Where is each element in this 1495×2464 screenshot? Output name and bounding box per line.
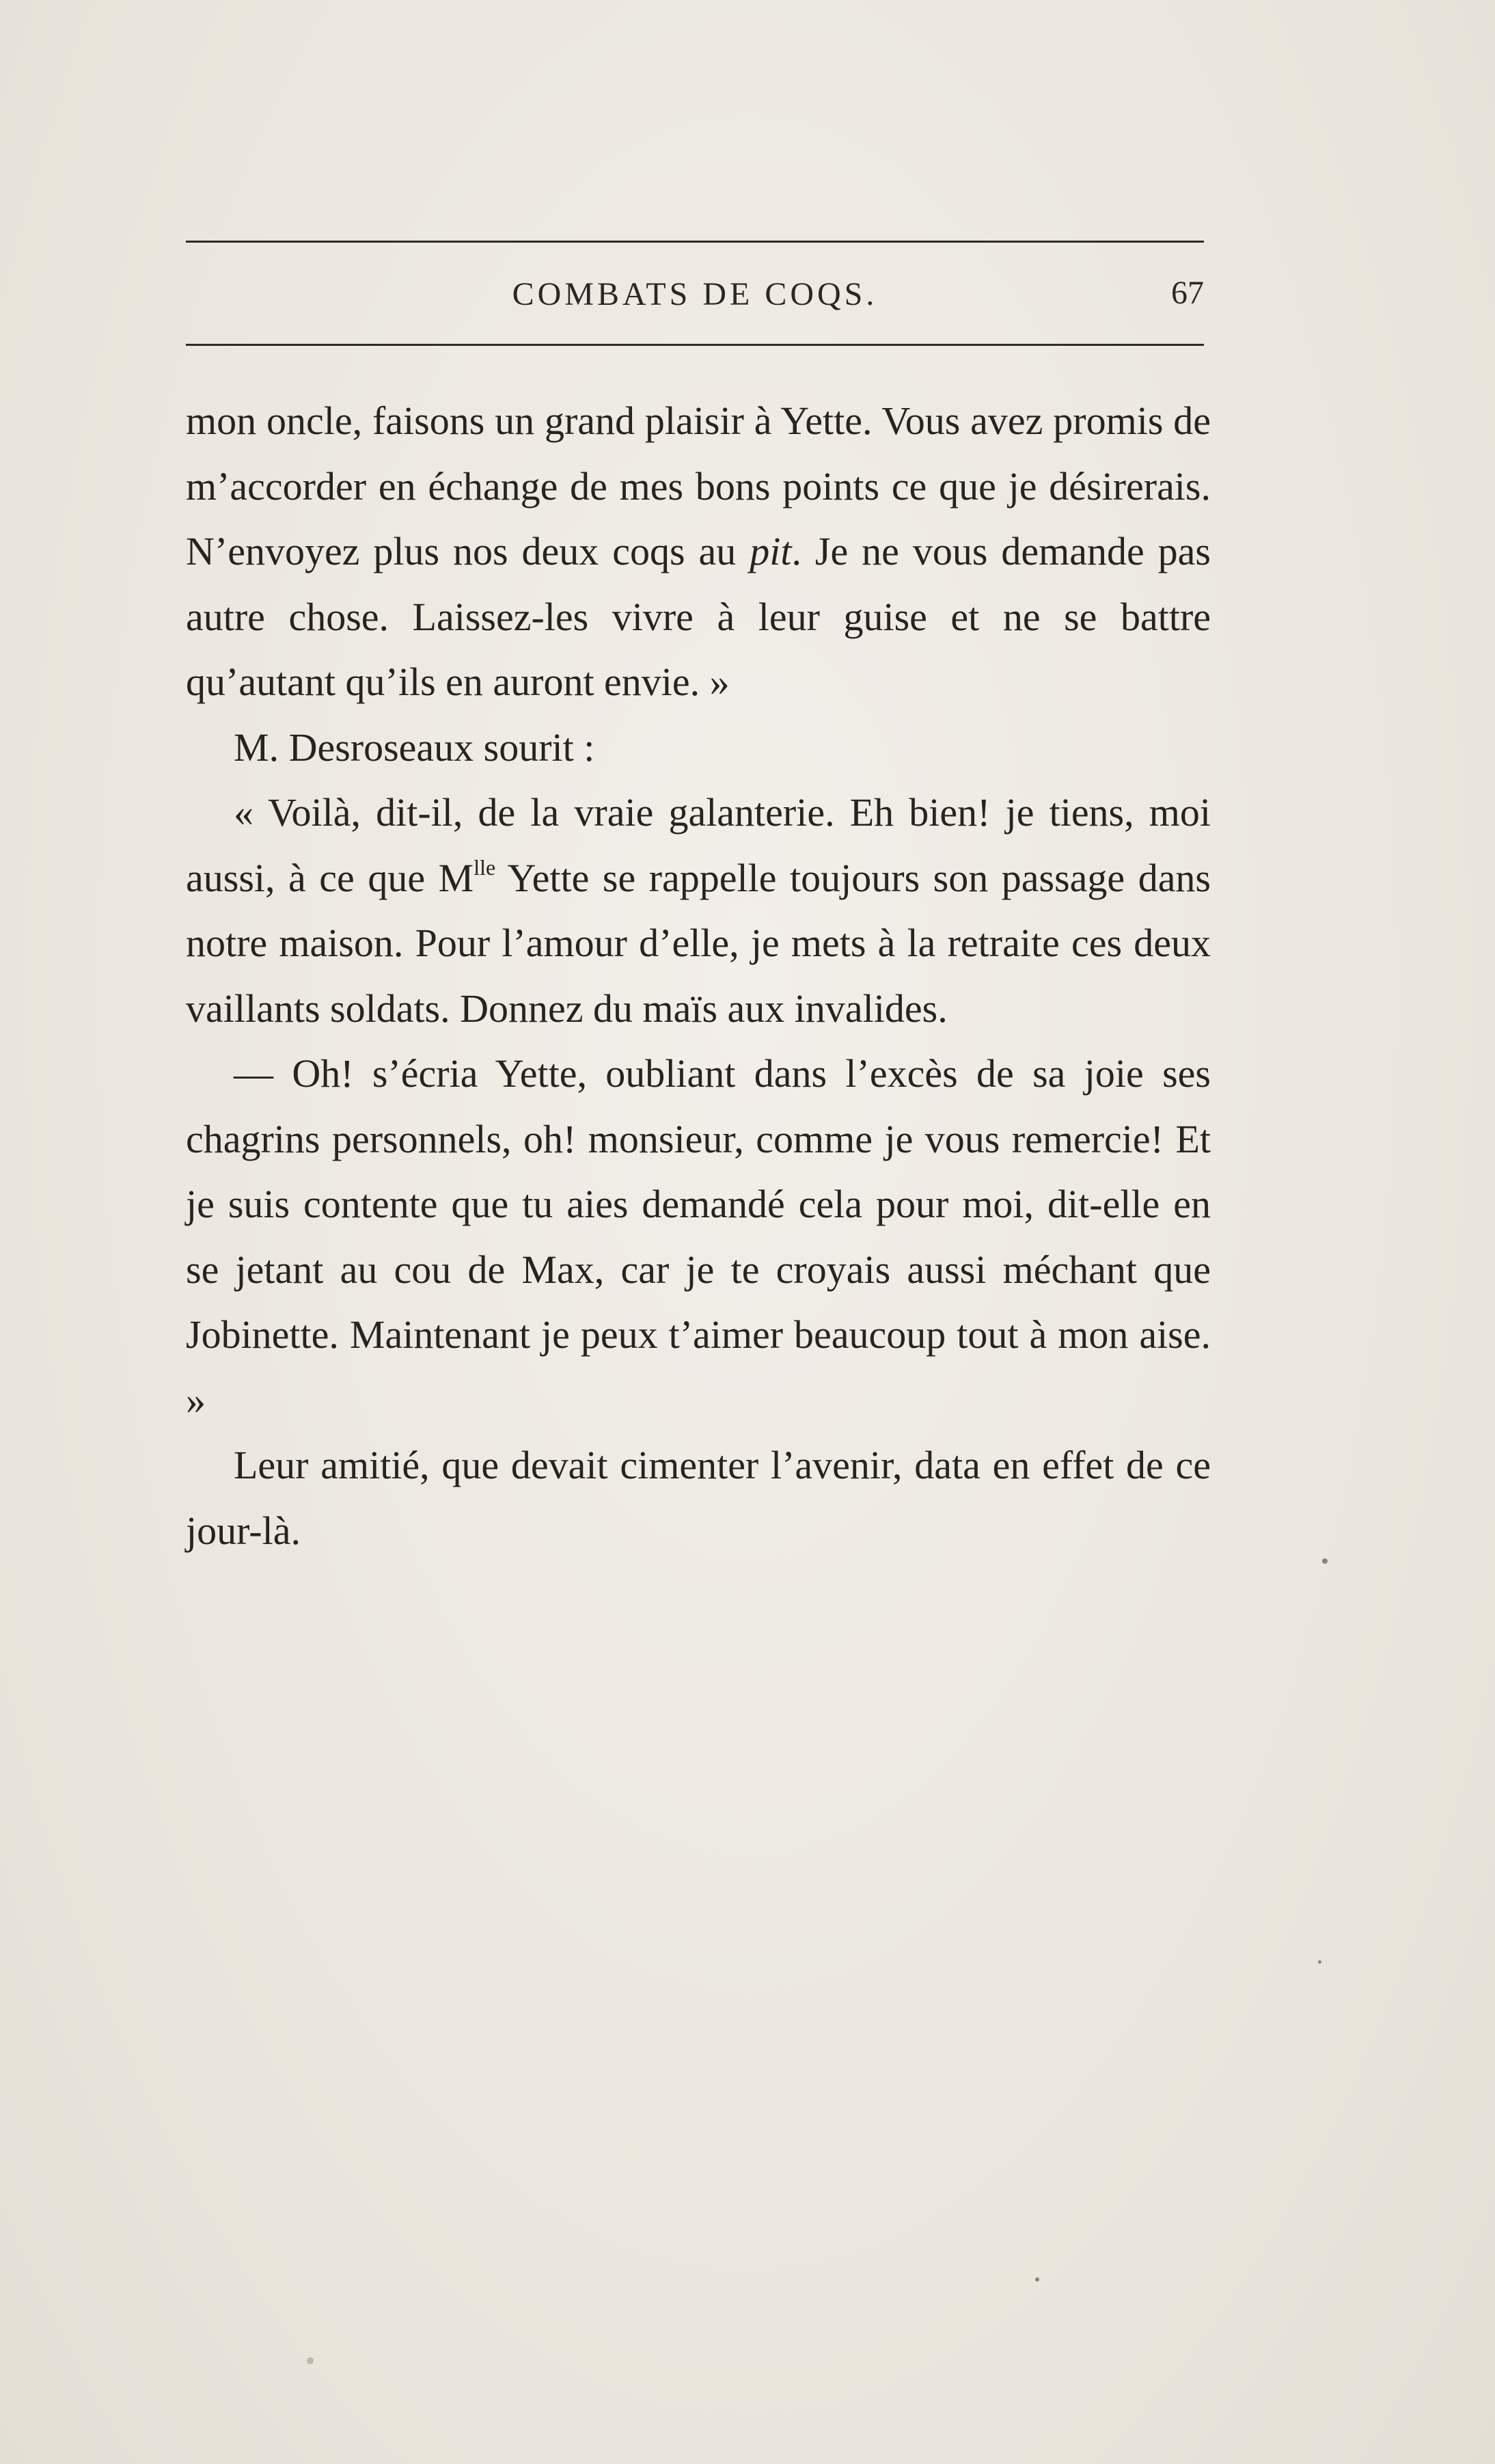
paragraph-4 [186,1041,1211,1433]
paragraph-5 [186,1433,1211,1563]
paragraph-2 [186,715,1211,781]
paragraph-3 [186,780,1211,1041]
running-head [186,270,1204,325]
italic-word: pit [750,529,792,573]
paragraph-1 [186,388,1211,715]
text-segment: « Voilà, dit-il, de la vraie galanterie. Eh bien! je tiens, moi aussi, à ce que M [186,790,1211,900]
header-top-rule [186,241,1204,243]
running-title: COMBATS DE COQS. [512,276,878,312]
paper-speck [1035,2277,1039,2282]
text-segment: Yette se rappelle toujours son passage dans notre maison. Pour l’amour d’elle, je mets à la retraite ces deux vaillants soldats. Donnez du maïs aux invalides. [186,855,1211,1031]
paper-speck [1318,1960,1321,1964]
text-segment: — Oh! s’écria Yette, oubliant dans l’excès de sa joie ses chagrins personnels, oh! monsieur, comme je vous remercie! Et je suis contente que tu aies demandé cela pour moi, dit-elle en se jetant au cou de Max, car je te croyais aussi méchant que Jobinette. Maintenant je peux t’aimer beaucoup tout à mon aise. » [186,1051,1211,1422]
superscript-abbrev: lle [474,854,496,880]
text-segment: mon oncle, faisons un grand plaisir à Yette. Vous avez promis de m’accorder en échange de mes bons points ce que je désirerais. N’envoyez plus nos deux coqs au [186,398,1211,573]
text-segment: M. Desroseaux sourit : [234,725,595,770]
paper-speck [1322,1558,1328,1564]
text-segment: Leur amitié, que devait cimenter l’avenir, data en effet de ce jour-là. [186,1443,1211,1553]
text-segment: . Je ne vous demande pas autre chose. Laissez-les vivre à leur guise et ne se battre qu’autant qu’ils en auront envie. » [186,529,1211,704]
header-bottom-rule [186,344,1204,346]
page-number: 67 [1171,275,1204,311]
paper-speck [307,2357,314,2364]
body-text [186,388,1211,1563]
